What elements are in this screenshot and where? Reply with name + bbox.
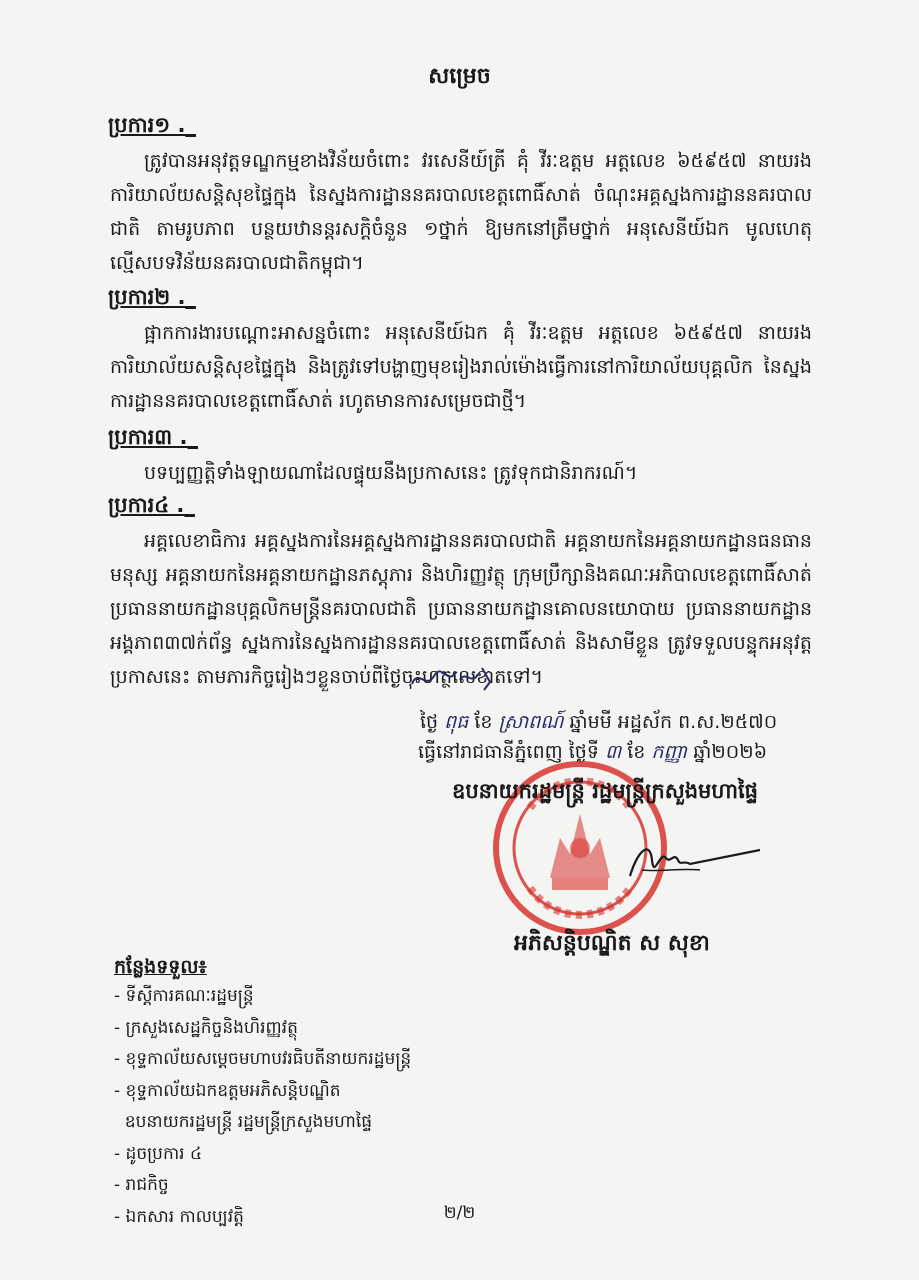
article-2-heading: ប្រការ២ ._: [108, 285, 196, 309]
handwritten-initial-icon: [408, 660, 498, 696]
lunar-date-prefix: ថ្ងៃ: [420, 711, 439, 733]
cc-item: - ឯកសារ កាលប្បវត្តិ: [114, 1206, 244, 1227]
page-number: ២/២: [443, 1203, 476, 1223]
official-title: ឧបនាយករដ្ឋមន្ត្រី រដ្ឋមន្ត្រីក្រសួងមហាផ្ទៃ: [452, 779, 759, 803]
decision-title: សម្រេច: [428, 64, 491, 89]
cc-title: កន្លែងទទួល៖: [114, 956, 207, 978]
solar-date-day: ៣: [604, 741, 622, 763]
solar-date-month-prefix: ខែ: [627, 741, 646, 763]
solar-date-year: ឆ្នាំ២០២៦: [693, 741, 768, 763]
lunar-date: [420, 710, 777, 738]
article-1-body: ត្រូវបានអនុវត្តទណ្ឌកម្មខាងវិន័យចំពោះ វរសេនីយ៍ត្រី គុំ វីរៈឧត្តម អត្តលេខ ៦៥៩៥៧ នាយរងការិយាល័យសន្តិសុខផ្ទៃក្នុង នៃស្នងការដ្ឋាននគរបាលខេត្តពោធិ៍សាត់ ចំណុះអគ្គស្នងការដ្ឋាននគរបាលជាតិ តាមរូបភាព បន្ថយឋានន្តរសក្តិចំនួន ១ថ្នាក់ ឱ្យមកនៅត្រឹមថ្នាក់ អនុសេនីយ៍ឯក មូលហេតុ ល្មើសបទវិន័យនគរបាលជាតិកម្ពុជា។: [110, 150, 812, 274]
cc-item: ឧបនាយករដ្ឋមន្ត្រី រដ្ឋមន្ត្រីក្រសួងមហាផ្ទៃ: [114, 1112, 373, 1132]
article-4-heading: ប្រការ៤ ._: [108, 493, 195, 517]
signer-name: អភិសន្តិបណ្ឌិត ស សុខា: [514, 931, 710, 956]
article-2-body: ផ្អាកការងារបណ្តោះអាសន្នចំពោះ អនុសេនីយ៍ឯក គុំ វីរៈឧត្តម អត្តលេខ ៦៥៩៥៧ នាយរងការិយាល័យសន្តិសុខផ្ទៃក្នុង និងត្រូវទៅបង្ហាញមុខរៀងរាល់ម៉ោងធ្វើការនៅការិយាល័យបុគ្គលិក នៃស្នងការដ្ឋាននគរបាលខេត្តពោធិ៍សាត់ រហូតមានការសម្រេចជាថ្មី។: [110, 322, 812, 412]
article-3-text: [110, 456, 812, 490]
article-3-heading: ប្រការ៣ ._: [108, 425, 198, 449]
lunar-date-year: ឆ្នាំមមី អដ្ឋស័ក ព.ស.២៥៧០: [569, 711, 778, 733]
article-3-body: បទប្បញ្ញត្តិទាំងឡាយណាដែលផ្ទុយនឹងប្រកាសនេះ ត្រូវទុកជានិរាករណ៍។: [144, 462, 638, 484]
cc-item: - ក្រសួងសេដ្ឋកិច្ចនិងហិរញ្ញវត្ថុ: [114, 1017, 298, 1038]
signature-icon: [620, 830, 770, 900]
article-4-body: អគ្គលេខាធិការ អគ្គស្នងការនៃអគ្គស្នងការដ្ឋាននគរបាលជាតិ អគ្គនាយកនៃអគ្គនាយកដ្ឋានធនធានមនុស្ស អគ្គនាយកនៃអគ្គនាយកដ្ឋានភស្តុភារ និងហិរញ្ញវត្ថុ ក្រុមប្រឹក្សានិងគណៈអភិបាលខេត្តពោធិ៍សាត់ ប្រធាននាយកដ្ឋានបុគ្គលិកមន្ត្រីនគរបាលជាតិ ប្រធាននាយកដ្ឋានគោលនយោបាយ ប្រធាននាយកដ្ឋាន អង្គភាព៣៧ក់ព័ន្ធ ស្នងការនៃស្នងការដ្ឋាននគរបាលខេត្តពោធិ៍សាត់ និងសាមីខ្លួន ត្រូវទទួលបន្ទុកអនុវត្តប្រកាសនេះ តាមភារកិច្ចរៀងៗខ្លួនចាប់ពីថ្ងៃចុះហត្ថលេខាតទៅ។: [110, 530, 812, 688]
article-2-text: [110, 316, 812, 418]
lunar-date-day: ពុធ: [444, 711, 469, 733]
article-1-heading: ប្រការ១ ._: [108, 113, 196, 137]
cc-item: - រាជកិច្ច: [114, 1175, 169, 1195]
lunar-date-month: ស្រាពណ៍: [498, 711, 564, 733]
cc-item: - ទីស្តីការគណៈរដ្ឋមន្ត្រី: [114, 986, 254, 1006]
solar-date-prefix: ធ្វើនៅរាជធានីភ្នំពេញ ថ្ងៃទី: [418, 741, 599, 763]
lunar-date-suffix: ខែ: [474, 711, 493, 733]
cc-item: - ដូចប្រការ ៤: [114, 1143, 202, 1164]
cc-item: - ខុទ្ទកាល័យសម្តេចមហាបវរធិបតីនាយករដ្ឋមន្ត្រី: [114, 1049, 412, 1069]
article-1-text: [110, 144, 812, 280]
cc-list: [114, 981, 411, 1233]
solar-date-month: កញ្ញា: [651, 741, 688, 763]
cc-item: - ខុទ្ទកាល័យឯកឧត្តមអភិសន្តិបណ្ឌិត: [114, 1080, 341, 1101]
